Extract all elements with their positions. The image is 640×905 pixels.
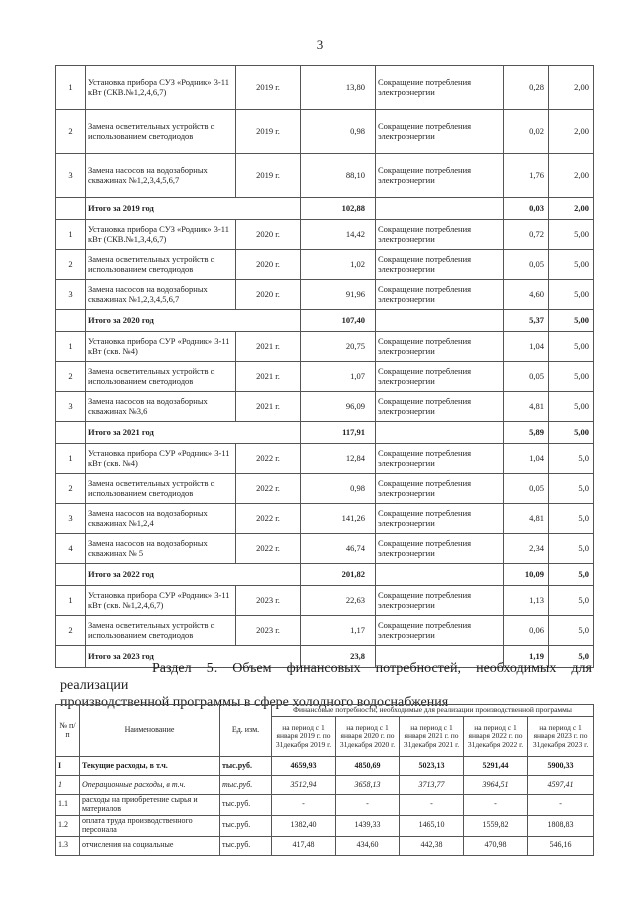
finance-cell-value: 5900,33	[528, 757, 594, 776]
measures-cell-name: Установка прибора СУЗ «Родник» 3-11 кВт (СКВ.№1,3,4,6,7)	[86, 220, 236, 250]
finance-cell-name: Текущие расходы, в т.ч.	[80, 757, 220, 776]
measures-cell-num: 1	[56, 586, 86, 616]
finance-cell-value: 470,98	[464, 836, 528, 855]
measures-total-label: Итого за 2022 год	[86, 564, 301, 586]
measures-cell-v1: 2,34	[504, 534, 549, 564]
measures-total-label: Итого за 2019 год	[86, 198, 301, 220]
measures-cell-num: 2	[56, 110, 86, 154]
measures-cell-v1: 0,03	[504, 198, 549, 220]
finance-cell-name: отчисления на социальные	[80, 836, 220, 855]
measures-cell-num: 4	[56, 534, 86, 564]
finance-cell-name: оплата труда производственного персонала	[80, 815, 220, 836]
measures-row	[56, 250, 594, 280]
finance-head-group: Финансовые потребности, необходимые для реализации производственной программы	[272, 705, 594, 717]
measures-cell-v2: 5,00	[549, 422, 594, 444]
measures-row	[56, 616, 594, 646]
measures-row	[56, 504, 594, 534]
measures-cell-cost: 1,17	[301, 616, 376, 646]
measures-cell-num: 3	[56, 392, 86, 422]
measures-cell-v1: 0,72	[504, 220, 549, 250]
measures-cell-num: 1	[56, 66, 86, 110]
measures-cell-cost: 96,09	[301, 392, 376, 422]
measures-cell-effect: Сокращение потребления электроэнергии	[376, 586, 504, 616]
measures-cell-v1: 0,05	[504, 474, 549, 504]
finance-cell-value: -	[528, 795, 594, 816]
measures-cell-v2: 5,0	[549, 586, 594, 616]
measures-cell-v2: 5,00	[549, 250, 594, 280]
measures-cell-num: 2	[56, 250, 86, 280]
measures-cell-num: 2	[56, 474, 86, 504]
section-title-line1: Раздел 5. Объем финансовых потребностей, необходимых для реализации	[60, 661, 592, 693]
finance-row	[56, 815, 594, 836]
measures-cell-v2: 5,00	[549, 392, 594, 422]
finance-cell-value: -	[400, 795, 464, 816]
measures-cell-effect	[376, 310, 504, 332]
measures-row	[56, 392, 594, 422]
measures-row	[56, 110, 594, 154]
finance-cell-value: 5291,44	[464, 757, 528, 776]
measures-total-row	[56, 310, 594, 332]
measures-total-label: Итого за 2020 год	[86, 310, 301, 332]
finance-cell-value: -	[336, 795, 400, 816]
measures-cell-year: 2021 г.	[236, 332, 301, 362]
measures-cell-effect: Сокращение потребления электроэнергии	[376, 444, 504, 474]
finance-head-period: на период с 1 января 2020 г. по 31декабря 2020 г.	[336, 717, 400, 757]
finance-cell-num: 1.2	[56, 815, 80, 836]
section-title-line2: производственной программы в сфере холодного водоснабжения	[60, 695, 449, 710]
measures-cell-cost: 12,84	[301, 444, 376, 474]
measures-cell-name: Замена насосов на водозаборных скважинах №1,2,3,4,5,6,7	[86, 154, 236, 198]
finance-cell-num: 1.1	[56, 795, 80, 816]
finance-row	[56, 757, 594, 776]
measures-total-row	[56, 564, 594, 586]
measures-cell-v2: 5,00	[549, 332, 594, 362]
measures-cell-v1: 1,04	[504, 332, 549, 362]
finance-cell-value: 4597,41	[528, 776, 594, 795]
measures-row	[56, 154, 594, 198]
measures-cell-year: 2019 г.	[236, 66, 301, 110]
measures-cell-v2: 5,00	[549, 362, 594, 392]
finance-cell-value: 546,16	[528, 836, 594, 855]
measures-cell-v1: 1,13	[504, 586, 549, 616]
measures-row	[56, 586, 594, 616]
measures-row	[56, 474, 594, 504]
measures-cell-effect: Сокращение потребления электроэнергии	[376, 616, 504, 646]
measures-cell-name: Замена насосов на водозаборных скважинах №3,6	[86, 392, 236, 422]
measures-total-label: Итого за 2023 год	[86, 646, 301, 668]
measures-cell-cost: 102,88	[301, 198, 376, 220]
finance-head-num: № п/п	[56, 705, 80, 757]
measures-cell-effect: Сокращение потребления электроэнергии	[376, 154, 504, 198]
measures-cell-cost: 1,07	[301, 362, 376, 392]
measures-cell-year: 2021 г.	[236, 362, 301, 392]
measures-cell-num: 1	[56, 332, 86, 362]
measures-cell-v1: 10,09	[504, 564, 549, 586]
measures-cell-v1: 4,60	[504, 280, 549, 310]
measures-cell-num: 1	[56, 444, 86, 474]
measures-row	[56, 362, 594, 392]
measures-total-row	[56, 198, 594, 220]
finance-row	[56, 776, 594, 795]
finance-cell-value: 1559,82	[464, 815, 528, 836]
finance-cell-value: 5023,13	[400, 757, 464, 776]
finance-cell-num: 1	[56, 776, 80, 795]
measures-cell-v2: 5,00	[549, 220, 594, 250]
measures-cell-name: Замена насосов на водозаборных скважинах №1,2,3,4,5,6,7	[86, 280, 236, 310]
measures-cell-v1: 1,19	[504, 646, 549, 668]
finance-cell-unit: тыс.руб.	[220, 795, 272, 816]
measures-cell-name: Установка прибора СУР «Родник» 3-11 кВт (скв. №4)	[86, 444, 236, 474]
measures-cell-v1: 0,05	[504, 362, 549, 392]
measures-cell-effect: Сокращение потребления электроэнергии	[376, 504, 504, 534]
measures-row	[56, 534, 594, 564]
finance-cell-unit: тыс.руб.	[220, 757, 272, 776]
measures-cell-year: 2022 г.	[236, 504, 301, 534]
measures-cell-name: Установка прибора СУР «Родник» 3-11 кВт (скв. №4)	[86, 332, 236, 362]
measures-cell-cost: 20,75	[301, 332, 376, 362]
finance-cell-unit: тыс.руб.	[220, 815, 272, 836]
measures-cell-year: 2019 г.	[236, 110, 301, 154]
measures-row	[56, 444, 594, 474]
measures-cell-effect: Сокращение потребления электроэнергии	[376, 362, 504, 392]
measures-cell-cost: 88,10	[301, 154, 376, 198]
finance-cell-value: 1465,10	[400, 815, 464, 836]
measures-cell-v2: 5,00	[549, 280, 594, 310]
measures-row	[56, 280, 594, 310]
measures-cell-num: 3	[56, 280, 86, 310]
measures-cell-effect: Сокращение потребления электроэнергии	[376, 250, 504, 280]
measures-cell-v1: 0,05	[504, 250, 549, 280]
finance-cell-value: 1439,33	[336, 815, 400, 836]
measures-cell-num: 1	[56, 220, 86, 250]
measures-cell-name: Замена насосов на водозаборных скважинах №1,2,4	[86, 504, 236, 534]
measures-cell-effect: Сокращение потребления электроэнергии	[376, 474, 504, 504]
measures-cell-cost: 107,40	[301, 310, 376, 332]
measures-cell-v1: 1,76	[504, 154, 549, 198]
measures-row	[56, 220, 594, 250]
finance-head-name: Наименование	[80, 705, 220, 757]
measures-cell-v1: 5,89	[504, 422, 549, 444]
measures-cell-v1: 5,37	[504, 310, 549, 332]
measures-cell-num	[56, 422, 86, 444]
measures-cell-year: 2021 г.	[236, 392, 301, 422]
measures-cell-v2: 5,00	[549, 310, 594, 332]
measures-cell-effect: Сокращение потребления электроэнергии	[376, 534, 504, 564]
finance-cell-value: 434,60	[336, 836, 400, 855]
measures-cell-v2: 5,0	[549, 564, 594, 586]
measures-cell-name: Установка прибора СУР «Родник» 3-11 кВт (скв. №1,2,4,6,7)	[86, 586, 236, 616]
measures-cell-year: 2020 г.	[236, 220, 301, 250]
measures-cell-v2: 5,0	[549, 444, 594, 474]
finance-cell-unit: тыс.руб.	[220, 836, 272, 855]
finance-cell-value: 417,48	[272, 836, 336, 855]
measures-cell-v2: 5,0	[549, 616, 594, 646]
measures-cell-year: 2020 г.	[236, 250, 301, 280]
finance-cell-value: 3658,13	[336, 776, 400, 795]
measures-cell-v2: 5,0	[549, 534, 594, 564]
measures-total-label: Итого за 2021 год	[86, 422, 301, 444]
measures-cell-name: Замена осветительных устройств с использованием светодиодов	[86, 474, 236, 504]
finance-cell-num: I	[56, 757, 80, 776]
measures-cell-cost: 14,42	[301, 220, 376, 250]
finance-cell-unit: тыс.руб.	[220, 776, 272, 795]
finance-cell-value: 4659,93	[272, 757, 336, 776]
finance-cell-value: -	[272, 795, 336, 816]
measures-cell-v1: 0,06	[504, 616, 549, 646]
measures-total-row	[56, 422, 594, 444]
finance-head-period: на период с 1 января 2019 г. по 31декабря 2019 г.	[272, 717, 336, 757]
measures-cell-effect: Сокращение потребления электроэнергии	[376, 220, 504, 250]
measures-cell-cost: 46,74	[301, 534, 376, 564]
measures-cell-effect: Сокращение потребления электроэнергии	[376, 110, 504, 154]
measures-cell-effect: Сокращение потребления электроэнергии	[376, 280, 504, 310]
finance-cell-name: расходы на приобретение сырья и материалов	[80, 795, 220, 816]
finance-row	[56, 836, 594, 855]
measures-cell-name: Замена осветительных устройств с использованием светодиодов	[86, 616, 236, 646]
finance-table	[55, 704, 594, 856]
measures-cell-year: 2023 г.	[236, 586, 301, 616]
measures-cell-name: Установка прибора СУЗ «Родник» 3-11 кВт (СКВ.№1,2,4,6,7)	[86, 66, 236, 110]
finance-head-period: на период с 1 января 2021 г. по 31декабря 2021 г.	[400, 717, 464, 757]
measures-cell-cost: 201,82	[301, 564, 376, 586]
measures-cell-num	[56, 198, 86, 220]
measures-cell-v1: 0,28	[504, 66, 549, 110]
finance-cell-value: -	[464, 795, 528, 816]
finance-head-period: на период с 1 января 2023 г. по 31декабря 2023 г.	[528, 717, 594, 757]
measures-cell-num	[56, 564, 86, 586]
measures-cell-v2: 2,00	[549, 110, 594, 154]
finance-cell-value: 1382,40	[272, 815, 336, 836]
measures-cell-year: 2023 г.	[236, 616, 301, 646]
measures-cell-name: Замена осветительных устройств с использованием светодиодов	[86, 110, 236, 154]
measures-cell-year: 2022 г.	[236, 444, 301, 474]
finance-row	[56, 795, 594, 816]
measures-cell-effect	[376, 422, 504, 444]
measures-cell-num: 2	[56, 362, 86, 392]
measures-cell-v1: 4,81	[504, 504, 549, 534]
measures-table	[55, 65, 594, 668]
measures-cell-cost: 23,8	[301, 646, 376, 668]
measures-cell-effect	[376, 564, 504, 586]
measures-cell-num	[56, 310, 86, 332]
measures-cell-v2: 2,00	[549, 198, 594, 220]
measures-cell-num: 2	[56, 616, 86, 646]
measures-cell-cost: 22,63	[301, 586, 376, 616]
finance-cell-value: 442,38	[400, 836, 464, 855]
measures-row	[56, 66, 594, 110]
measures-cell-num: 3	[56, 154, 86, 198]
finance-cell-num: 1.3	[56, 836, 80, 855]
measures-cell-cost: 0,98	[301, 110, 376, 154]
measures-cell-cost: 141,26	[301, 504, 376, 534]
measures-cell-num: 3	[56, 504, 86, 534]
measures-cell-effect: Сокращение потребления электроэнергии	[376, 332, 504, 362]
measures-cell-year: 2022 г.	[236, 474, 301, 504]
measures-cell-v1: 1,04	[504, 444, 549, 474]
measures-cell-cost: 0,98	[301, 474, 376, 504]
measures-cell-v2: 2,00	[549, 154, 594, 198]
page-number: 3	[316, 37, 324, 52]
measures-cell-v1: 0,02	[504, 110, 549, 154]
measures-cell-name: Замена осветительных устройств с использованием светодиодов	[86, 250, 236, 280]
measures-cell-cost: 117,91	[301, 422, 376, 444]
measures-cell-v1: 4,81	[504, 392, 549, 422]
measures-cell-effect: Сокращение потребления электроэнергии	[376, 66, 504, 110]
measures-row	[56, 332, 594, 362]
finance-cell-name: Операционные расходы, в т.ч.	[80, 776, 220, 795]
measures-cell-v2: 5,0	[549, 504, 594, 534]
finance-cell-value: 3964,51	[464, 776, 528, 795]
measures-cell-v2: 2,00	[549, 66, 594, 110]
measures-cell-name: Замена осветительных устройств с использованием светодиодов	[86, 362, 236, 392]
finance-cell-value: 4850,69	[336, 757, 400, 776]
measures-cell-cost: 13,80	[301, 66, 376, 110]
measures-cell-effect	[376, 198, 504, 220]
measures-cell-cost: 1,02	[301, 250, 376, 280]
measures-cell-year: 2020 г.	[236, 280, 301, 310]
finance-cell-value: 3512,94	[272, 776, 336, 795]
measures-cell-year: 2019 г.	[236, 154, 301, 198]
finance-head-unit: Ед. изм.	[220, 705, 272, 757]
finance-cell-value: 3713,77	[400, 776, 464, 795]
finance-cell-value: 1808,83	[528, 815, 594, 836]
measures-cell-v2: 5,0	[549, 646, 594, 668]
measures-cell-name: Замена насосов на водозаборных скважинах № 5	[86, 534, 236, 564]
finance-head-period: на период с 1 января 2022 г. по 31декабря 2022 г.	[464, 717, 528, 757]
measures-cell-effect: Сокращение потребления электроэнергии	[376, 392, 504, 422]
measures-cell-cost: 91,96	[301, 280, 376, 310]
measures-cell-v2: 5,0	[549, 474, 594, 504]
measures-cell-year: 2022 г.	[236, 534, 301, 564]
